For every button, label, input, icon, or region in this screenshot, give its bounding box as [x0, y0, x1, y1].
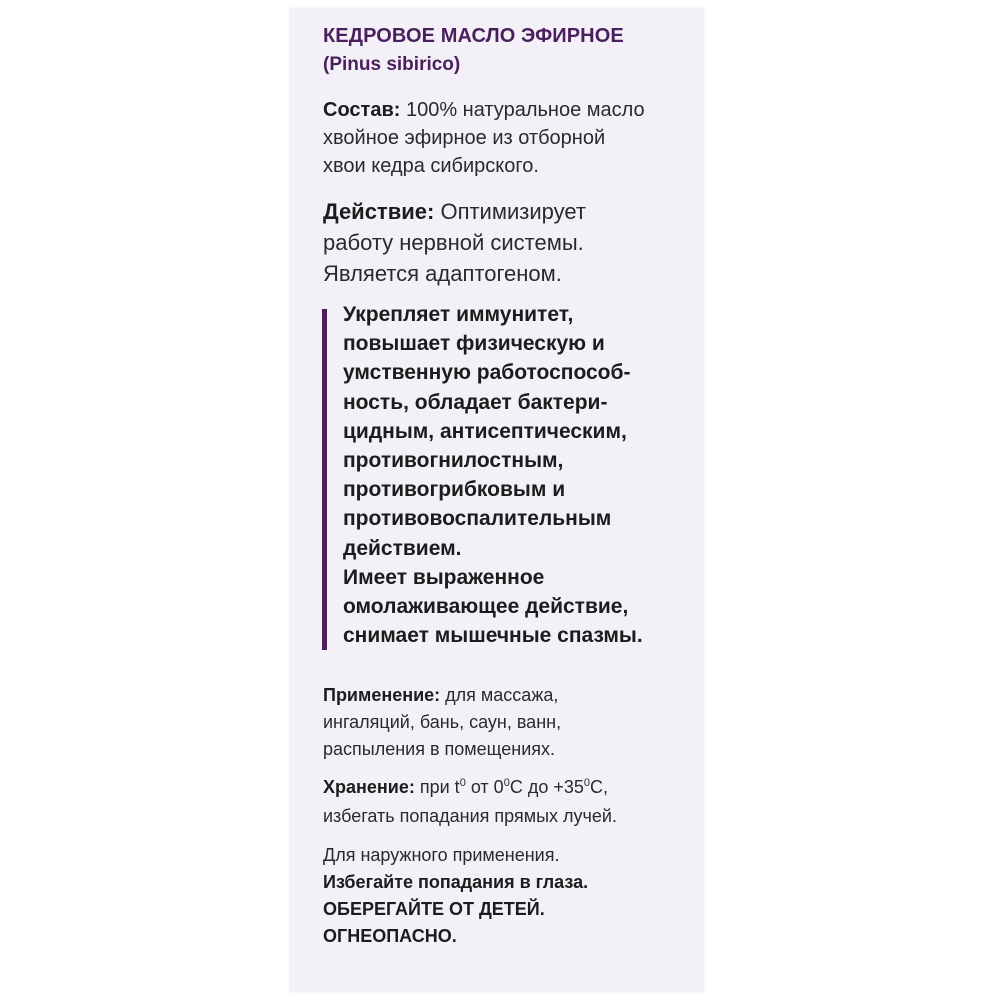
action-text-3: Является адаптогеном.: [323, 261, 562, 286]
benefit-line: ность, обладает бактери-: [343, 390, 608, 414]
warning-flammable: ОГНЕОПАСНО.: [323, 926, 457, 946]
storage-text-c: C до +35: [509, 777, 584, 797]
storage-text-b: от 0: [465, 777, 504, 797]
benefits-block: [343, 300, 643, 650]
action-label: Действие:: [323, 199, 435, 224]
storage-section: [323, 773, 617, 831]
benefit-line: цидным, антисептическим,: [343, 419, 627, 443]
composition-section: [323, 96, 645, 180]
usage-label: Применение:: [323, 685, 441, 705]
usage-text-1: для массажа,: [445, 685, 559, 705]
usage-text-3: распыления в помещениях.: [323, 739, 556, 759]
warnings-section: [323, 842, 588, 950]
usage-section: [323, 682, 561, 763]
warning-eyes: Избегайте попадания в глаза.: [323, 872, 589, 892]
benefit-line: повышает физическую и: [343, 332, 605, 356]
action-section: [323, 196, 586, 289]
degree-sup: 0: [459, 777, 466, 789]
storage-text-a: при t: [419, 777, 460, 797]
usage-text-2: ингаляций, бань, саун, ванн,: [323, 712, 562, 732]
benefit-line: Имеет выраженное: [343, 565, 545, 589]
benefit-line: снимает мышечные спазмы.: [343, 624, 643, 648]
warning-children: ОБЕРЕГАЙТЕ ОТ ДЕТЕЙ.: [323, 899, 545, 919]
composition-label: Состав:: [323, 99, 401, 121]
composition-text-1: 100% натуральное масло: [405, 99, 645, 121]
benefit-line: противогрибковым и: [343, 478, 566, 502]
storage-text-d: C,: [590, 777, 608, 797]
benefit-line: Укрепляет иммунитет,: [343, 303, 574, 326]
latin-name: (Pinus sibirico): [323, 54, 461, 75]
degree-sup: 0: [503, 777, 510, 789]
composition-text-3: хвои кедра сибирского.: [323, 155, 539, 177]
action-text-1: Оптимизирует: [440, 199, 586, 224]
benefit-line: действием.: [343, 536, 462, 560]
warning-external-use: Для наружного применения.: [323, 845, 560, 865]
degree-sup: 0: [583, 777, 590, 789]
benefit-line: противовоспалительным: [343, 507, 612, 531]
product-title: КЕДРОВОЕ МАСЛО ЭФИРНОЕ: [323, 25, 624, 47]
benefit-line: противогнилостным,: [343, 449, 564, 473]
quote-accent-bar: [322, 309, 327, 650]
storage-text-2: избегать попадания прямых лучей.: [323, 806, 617, 826]
action-text-2: работу нервной системы.: [323, 230, 584, 255]
composition-text-2: хвойное эфирное из отборной: [323, 127, 606, 149]
storage-label: Хранение:: [323, 777, 415, 797]
benefit-line: омолаживающее действие,: [343, 595, 629, 619]
benefit-line: умственную работоспособ-: [343, 361, 631, 385]
